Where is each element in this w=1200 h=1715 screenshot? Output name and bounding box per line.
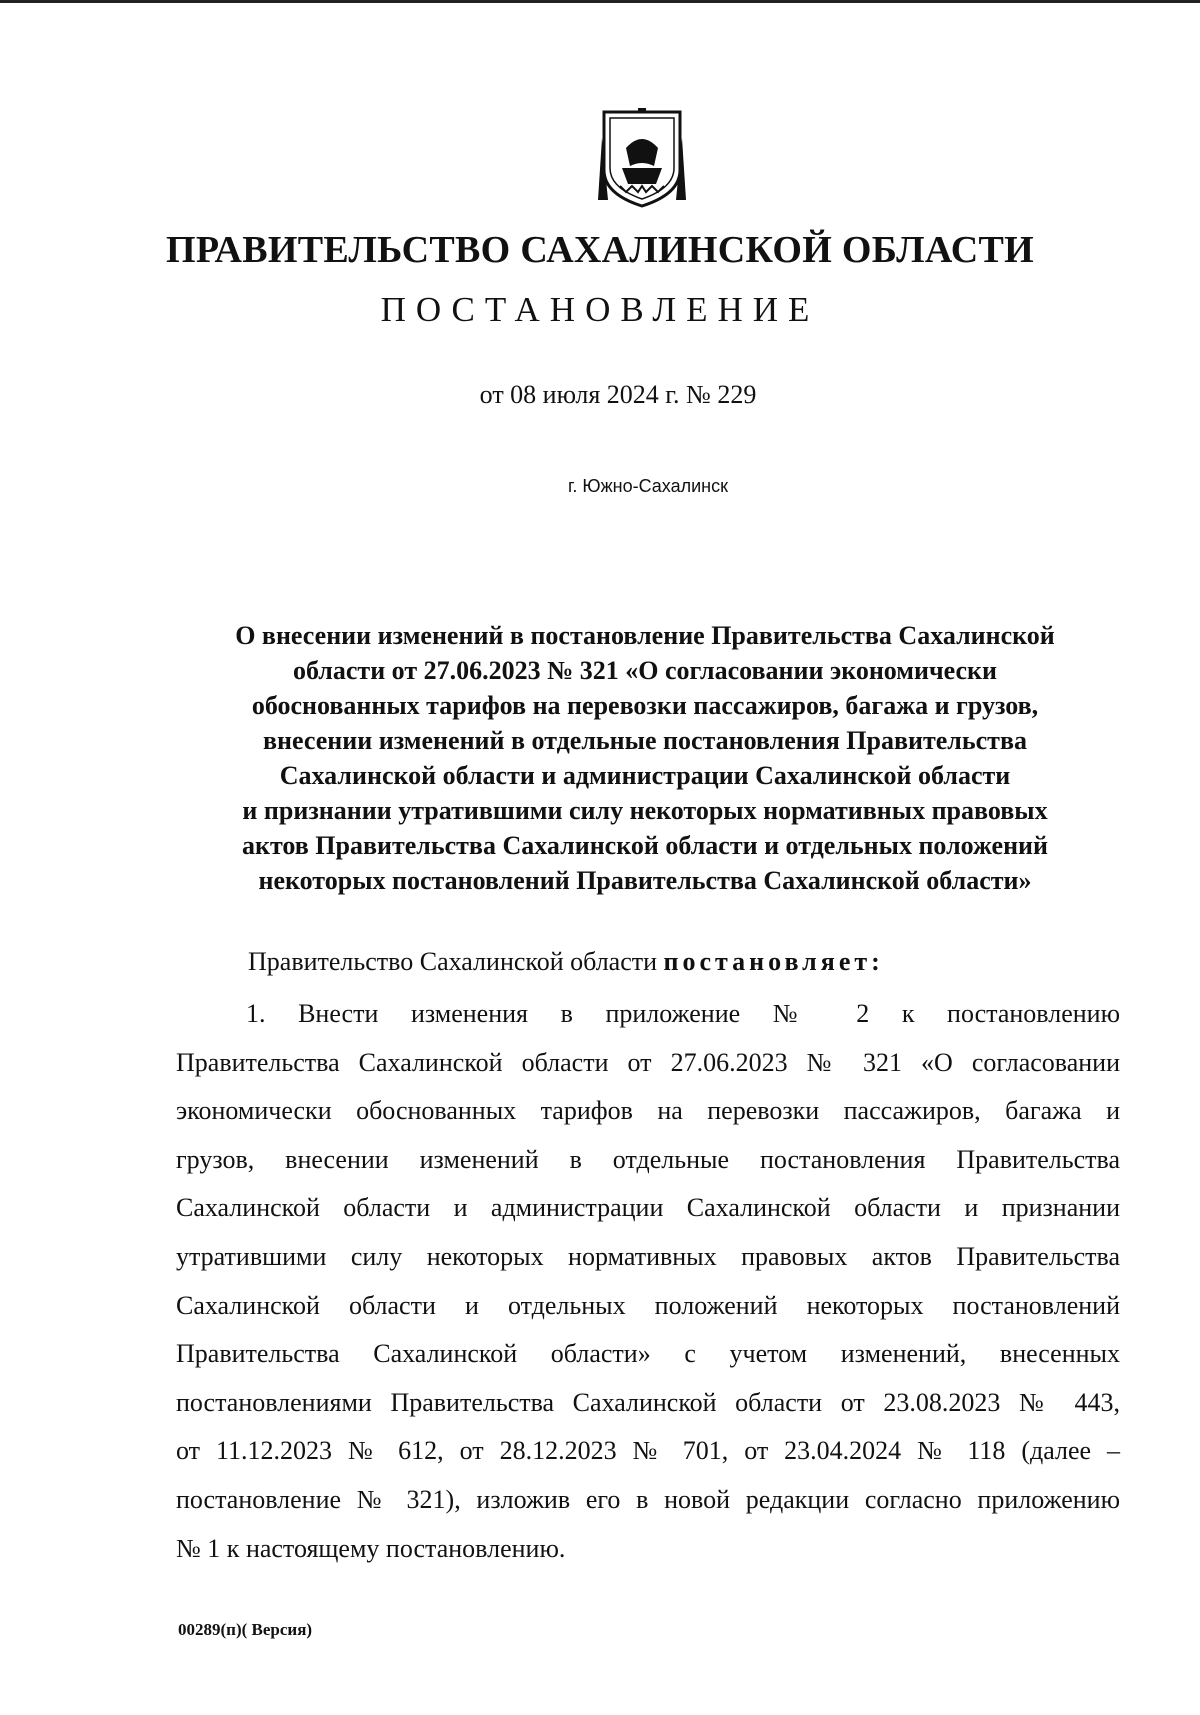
paragraph-line: Сахалинской области и отдельных положений некоторых постановлений	[176, 1290, 1120, 1320]
subject-line: Сахалинской области и администрации Сахалинской области	[279, 761, 1011, 790]
paragraph-line: № 1 к настоящему постановлению.	[176, 1533, 566, 1563]
decree-word: постановляет:	[663, 947, 884, 976]
paragraph-line: Сахалинской области и администрации Сахалинской области и признании	[176, 1193, 1120, 1223]
preamble-text: Правительство Сахалинской области	[248, 947, 664, 976]
subject-line: и признании утратившими силу некоторых нормативных правовых	[242, 796, 1048, 825]
paragraph-line: грузов, внесении изменений в отдельные постановления Правительства	[176, 1144, 1120, 1174]
document-subject	[190, 618, 1100, 898]
paragraph-line: постановление № 321), изложив его в новой редакции согласно приложению	[176, 1484, 1120, 1514]
document-city: г. Южно-Сахалинск	[568, 476, 728, 496]
subject-line: О внесении изменений в постановление Правительства Сахалинской	[235, 621, 1055, 650]
paragraph-line: от 11.12.2023 № 612, от 28.12.2023 № 701, от 23.04.2024 № 118 (далее –	[176, 1436, 1120, 1466]
preamble	[248, 947, 884, 977]
paragraph-line: Правительства Сахалинской области» с учетом изменений, внесенных	[176, 1339, 1120, 1369]
subject-line: актов Правительства Сахалинской области и отдельных положений	[241, 831, 1049, 860]
paragraph-line: 1. Внести изменения в приложение № 2 к постановлению	[246, 999, 1120, 1028]
subject-line: внесении изменений в отдельные постановления Правительства	[263, 726, 1027, 755]
paragraph-line: экономически обоснованных тарифов на перевозки пассажиров, багажа и	[176, 1096, 1120, 1126]
paragraph-line: утратившими силу некоторых нормативных правовых актов Правительства	[176, 1241, 1120, 1271]
paragraph-line: Правительства Сахалинской области от 27.06.2023 № 321 «О согласовании	[176, 1047, 1120, 1077]
subject-line: области от 27.06.2023 № 321 «О согласовании экономически	[292, 656, 998, 685]
subject-line: некоторых постановлений Правительства Сахалинской области»	[258, 866, 1032, 895]
sakhalin-coat-of-arms-icon	[592, 108, 692, 211]
subject-line: обоснованных тарифов на перевозки пассажиров, багажа и грузов,	[251, 691, 1039, 720]
government-title: ПРАВИТЕЛЬСТВО САХАЛИНСКОЙ ОБЛАСТИ	[166, 229, 1034, 271]
document-type: ПОСТАНОВЛЕНИЕ	[380, 290, 820, 329]
footer-document-code: 00289(п)( Версия)	[178, 1620, 313, 1639]
paragraph-1	[176, 990, 1120, 1573]
paragraph-line: постановлениями Правительства Сахалинской области от 23.08.2023 № 443,	[176, 1387, 1120, 1417]
document-date-number: от 08 июля 2024 г. № 229	[479, 380, 757, 409]
